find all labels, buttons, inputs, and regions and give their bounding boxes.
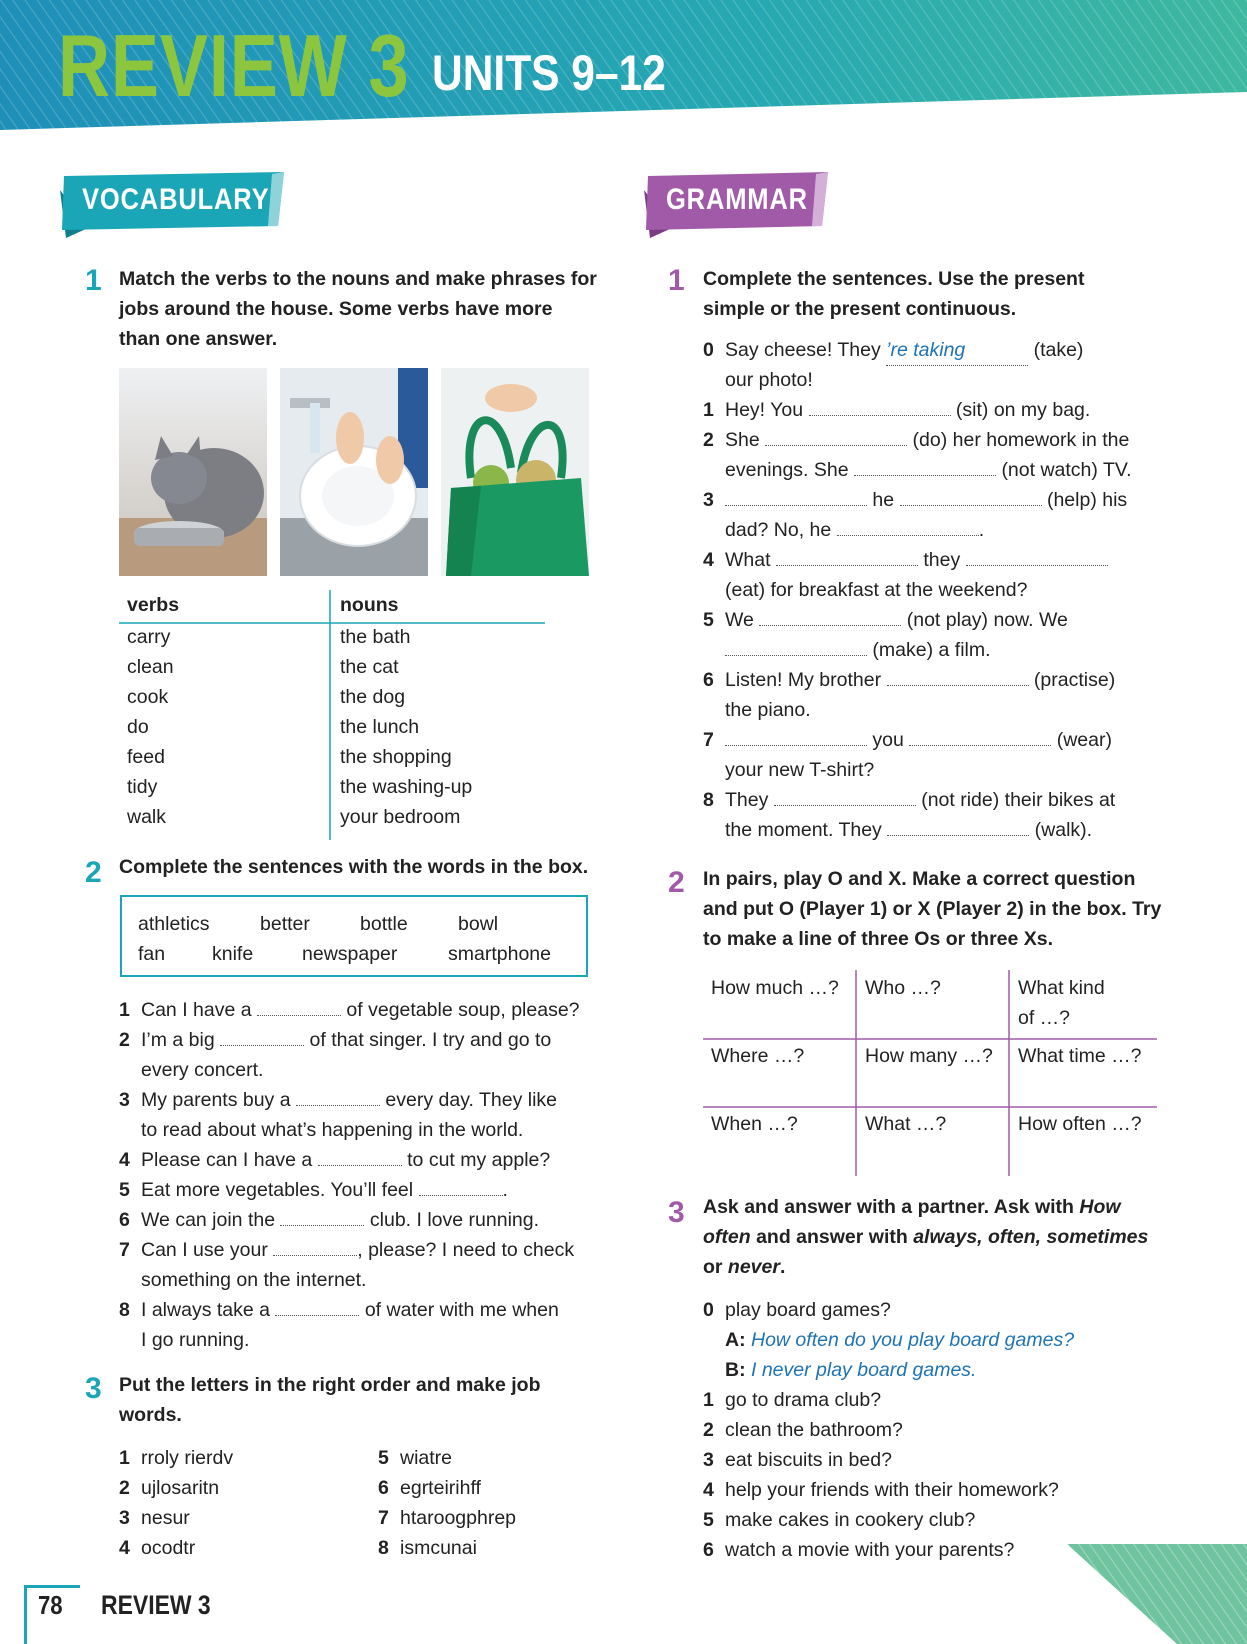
item-number: 7 (703, 729, 714, 751)
answer-blank[interactable] (887, 667, 1029, 686)
grammar-tag (642, 172, 832, 226)
item-text: of water with me when (364, 1299, 559, 1321)
item-number: 2 (119, 1029, 130, 1051)
job-word-item (378, 1533, 477, 1563)
grid-cell[interactable] (1018, 973, 1158, 1033)
item-text: We (725, 609, 754, 631)
item-number: 8 (119, 1299, 130, 1321)
vocabulary-tag (58, 172, 288, 226)
item-text: ocodtr (141, 1537, 196, 1559)
instr-text: Ask and answer with a partner. Ask with (703, 1196, 1080, 1218)
item-text: rroly rierdv (141, 1447, 234, 1469)
example-answer: ’re taking (886, 335, 1028, 366)
item-text: club. I love running. (369, 1209, 540, 1231)
item-number: 6 (378, 1477, 389, 1499)
item-number: 2 (703, 1419, 714, 1441)
box-word: newspaper (302, 943, 398, 965)
item-number: 4 (703, 1479, 714, 1501)
item-text: I’m a big (141, 1029, 215, 1051)
verb-item: walk (127, 806, 167, 828)
noun-item: your bedroom (340, 806, 461, 828)
item-text: I always take a (141, 1299, 270, 1321)
item-number: 1 (703, 399, 714, 421)
item-text: make cakes in cookery club? (725, 1509, 976, 1531)
grammar-ex3-example-a (725, 1325, 1074, 1355)
grammar-ex3-example (703, 1295, 891, 1325)
item-text: go to drama club? (725, 1389, 882, 1411)
vocabulary-tag-label: VOCABULARY (82, 183, 270, 216)
item-text: (not watch) TV. (1001, 459, 1132, 481)
vocab-ex2-item-6 (119, 1205, 539, 1235)
grammar-ex1-item-6-cont: the piano. (725, 699, 811, 721)
item-number: 3 (119, 1089, 130, 1111)
item-text: (sit) on my bag. (955, 399, 1091, 421)
answer-blank[interactable] (220, 1027, 304, 1046)
item-text: egrteirihff (400, 1477, 481, 1499)
verb-item: do (127, 716, 149, 738)
item-number: 4 (119, 1537, 130, 1559)
table-lines (119, 590, 545, 840)
job-word-item (119, 1503, 190, 1533)
grammar-ex1-item-4 (703, 545, 1108, 575)
item-number: 5 (378, 1447, 389, 1469)
grammar-ex1-item-0 (703, 335, 1083, 366)
item-number: 7 (119, 1239, 130, 1261)
job-word-item (119, 1473, 219, 1503)
item-text: (make) a film. (872, 639, 991, 661)
noun-item: the bath (340, 626, 411, 648)
answer-blank[interactable] (776, 547, 918, 566)
box-word: better (260, 913, 310, 935)
item-text: Say cheese! They (725, 339, 881, 361)
vocab-ex2-item-8-cont: I go running. (141, 1329, 250, 1351)
item-text: Can I have a (141, 999, 252, 1021)
grammar-ex3-instruction (703, 1192, 1173, 1282)
item-text: , please? I need to check (357, 1239, 575, 1261)
vocab-ex2-item-7 (119, 1235, 574, 1265)
item-text: to cut my apple? (407, 1149, 551, 1171)
grid-cell[interactable]: How much …? (711, 977, 839, 999)
item-text: Hey! You (725, 399, 804, 421)
instr-text: . (779, 1256, 786, 1278)
item-number: 5 (119, 1179, 130, 1201)
vocab-ex3-number: 3 (85, 1372, 102, 1405)
item-text: play board games? (725, 1299, 891, 1321)
answer-blank[interactable] (280, 1207, 364, 1226)
word-box (120, 895, 588, 977)
grammar-ex3-item (703, 1445, 892, 1475)
item-text: evenings. She (725, 459, 849, 481)
instr-italic: How (1079, 1196, 1121, 1218)
item-text: . (978, 519, 985, 541)
box-word: smartphone (448, 943, 551, 965)
grid-cell[interactable]: Where …? (711, 1045, 805, 1067)
units-title: UNITS 9–12 (432, 45, 666, 101)
item-number: 3 (703, 1449, 714, 1471)
grammar-ex1-item-7-cont: your new T-shirt? (725, 759, 875, 781)
job-word-item (119, 1443, 233, 1473)
item-text: (take) (1033, 339, 1084, 361)
noun-item: the shopping (340, 746, 452, 768)
o-and-x-grid (703, 970, 1157, 1176)
item-text: dad? No, he (725, 519, 832, 541)
answer-blank[interactable] (275, 1297, 359, 1316)
vocab-ex2-item-3 (119, 1085, 557, 1115)
item-number: 0 (703, 339, 714, 361)
job-word-item (378, 1503, 516, 1533)
noun-item: the dog (340, 686, 406, 708)
item-text: Listen! My brother (725, 669, 882, 691)
job-word-item (378, 1443, 452, 1473)
vocab-ex2-item-4 (119, 1145, 550, 1175)
answer-blank[interactable] (837, 517, 979, 536)
grammar-ex3-example-b (725, 1355, 976, 1385)
nouns-header: nouns (340, 594, 399, 616)
item-text: every day. They like (385, 1089, 558, 1111)
example-answer: I never play board games. (751, 1359, 977, 1381)
vocab-ex2-item-7-cont: something on the internet. (141, 1269, 367, 1291)
answer-blank[interactable] (273, 1237, 357, 1256)
grammar-ex1-item-2 (703, 425, 1129, 455)
grammar-ex1-item-1 (703, 395, 1090, 425)
grammar-ex3-item (703, 1535, 1014, 1565)
grammar-ex1-item-3-cont (725, 515, 984, 545)
grammar-ex1-item-0-cont: our photo! (725, 369, 813, 391)
instr-text: or (703, 1256, 728, 1278)
item-text: htaroogphrep (400, 1507, 517, 1529)
job-word-item (378, 1473, 481, 1503)
answer-blank[interactable] (318, 1147, 402, 1166)
vocab-ex2-item-3-cont: to read about what’s happening in the world. (141, 1119, 524, 1141)
grid-cell-line: of …? (1018, 1007, 1071, 1029)
item-number: 8 (378, 1537, 389, 1559)
item-number: 6 (119, 1209, 130, 1231)
vocab-ex3-instruction: Put the letters in the right order and make job words. (119, 1374, 541, 1426)
item-number: 2 (703, 429, 714, 451)
item-number: 2 (119, 1477, 130, 1499)
grid-cell[interactable]: When …? (711, 1113, 798, 1135)
grid-cell-line: What kind (1018, 977, 1105, 999)
item-text: nesur (141, 1507, 190, 1529)
verb-item: carry (127, 626, 171, 648)
grammar-ex1-item-8 (703, 785, 1115, 815)
vocab-ex2-item-1 (119, 995, 580, 1025)
verb-item: tidy (127, 776, 158, 798)
item-number: 8 (703, 789, 714, 811)
item-text: ismcunai (400, 1537, 477, 1559)
grid-cell[interactable]: Who …? (865, 977, 941, 999)
grammar-ex3-item (703, 1415, 903, 1445)
noun-item: the lunch (340, 716, 420, 738)
item-text: eat biscuits in bed? (725, 1449, 892, 1471)
instr-italic: often (703, 1226, 751, 1248)
grammar-ex1-instruction: Complete the sentences. Use the present simple or the present continuous. (703, 268, 1085, 320)
box-word: athletics (138, 913, 210, 935)
item-text: (not ride) their bikes at (921, 789, 1116, 811)
instr-text: and answer with (750, 1226, 914, 1248)
grammar-ex3-item (703, 1475, 1059, 1505)
grammar-ex1-item-5 (703, 605, 1068, 635)
answer-blank[interactable] (966, 547, 1108, 566)
grammar-tag-label: GRAMMAR (666, 183, 808, 216)
answer-blank[interactable] (900, 487, 1042, 506)
item-number: 3 (119, 1507, 130, 1529)
item-number: 1 (119, 1447, 130, 1469)
vocab-ex2-item-2 (119, 1025, 551, 1055)
item-text: (not play) now. We (906, 609, 1068, 631)
grammar-ex2-instruction: In pairs, play O and X. Make a correct question and put O (Player 1) or X (Player 2) in the box. Try to make a line of three Os or three Xs. (703, 868, 1162, 950)
item-text: (do) her homework in the (912, 429, 1130, 451)
answer-blank[interactable] (774, 787, 916, 806)
box-word: bowl (458, 913, 499, 935)
item-text: (wear) (1056, 729, 1112, 751)
item-text: Please can I have a (141, 1149, 313, 1171)
noun-item: the washing-up (340, 776, 473, 798)
grammar-ex1-item-3 (703, 485, 1127, 515)
item-text: ujlosaritn (141, 1477, 220, 1499)
review-title: REVIEW 3 (58, 16, 410, 115)
verb-item: clean (127, 656, 174, 678)
grammar-ex1-item-6 (703, 665, 1115, 695)
item-text: Eat more vegetables. You’ll feel (141, 1179, 414, 1201)
answer-blank[interactable] (759, 607, 901, 626)
vocab-ex2-item-5 (119, 1175, 508, 1205)
grammar-ex1-item-2-cont (725, 455, 1132, 485)
grammar-ex1-item-5-cont (725, 635, 991, 665)
cat-eating-photo (119, 368, 267, 576)
grammar-ex1-item-7 (703, 725, 1112, 755)
grammar-ex3-number: 3 (668, 1196, 685, 1229)
verb-item: feed (127, 746, 165, 768)
item-text: of that singer. I try and go to (309, 1029, 552, 1051)
item-text: watch a movie with your parents? (725, 1539, 1015, 1561)
vocab-ex2-instruction: Complete the sentences with the words in the box. (119, 856, 589, 878)
item-text: They (725, 789, 769, 811)
grammar-ex3-item (703, 1385, 881, 1415)
item-number: 6 (703, 669, 714, 691)
answer-blank[interactable] (725, 637, 867, 656)
grid-cell[interactable]: What time …? (1018, 1045, 1142, 1067)
example-answer: How often do you play board games? (751, 1329, 1075, 1351)
box-word: bottle (360, 913, 408, 935)
item-number: 7 (378, 1507, 389, 1529)
grid-cell[interactable]: How many …? (865, 1045, 993, 1067)
item-text: Can I use your (141, 1239, 268, 1261)
item-text: help your friends with their homework? (725, 1479, 1059, 1501)
item-text: We can join the (141, 1209, 276, 1231)
verbs-header: verbs (127, 594, 180, 616)
box-word: fan (138, 943, 166, 965)
item-text: you (872, 729, 904, 751)
answer-blank[interactable] (887, 817, 1029, 836)
item-number: 1 (119, 999, 130, 1021)
item-number: 3 (703, 489, 714, 511)
item-text: of vegetable soup, please? (346, 999, 580, 1021)
page-number: 78 (38, 1590, 63, 1620)
verb-item: cook (127, 686, 169, 708)
header-banner (0, 0, 1247, 135)
item-text: wiatre (400, 1447, 453, 1469)
item-number: 5 (703, 1509, 714, 1531)
vocab-ex2-number: 2 (85, 856, 102, 889)
item-text: he (872, 489, 895, 511)
item-number: 1 (703, 1389, 714, 1411)
footer-label: REVIEW 3 (101, 1590, 211, 1620)
answer-blank[interactable] (725, 487, 867, 506)
job-word-item (119, 1533, 195, 1563)
grammar-ex1-item-4-cont: (eat) for breakfast at the weekend? (725, 579, 1028, 601)
answer-blank[interactable] (854, 457, 996, 476)
item-number: 4 (119, 1149, 130, 1171)
vocab-ex2-item-8 (119, 1295, 559, 1325)
item-text: (walk). (1034, 819, 1093, 841)
item-number: 0 (703, 1299, 714, 1321)
speaker-label: B: (725, 1359, 746, 1381)
answer-blank[interactable] (909, 727, 1051, 746)
grammar-ex1-number: 1 (668, 264, 685, 297)
item-text: (help) his (1046, 489, 1128, 511)
instr-italic: never (727, 1256, 780, 1278)
grid-cell[interactable]: How often …? (1018, 1113, 1142, 1135)
grammar-ex3-item (703, 1505, 975, 1535)
item-text: What (725, 549, 771, 571)
vocab-ex1-instruction: Match the verbs to the nouns and make phrases for jobs around the house. Some verbs have more than one answer. (119, 268, 597, 350)
answer-blank[interactable] (257, 997, 341, 1016)
item-number: 4 (703, 549, 714, 571)
answer-blank[interactable] (296, 1087, 380, 1106)
answer-blank[interactable] (419, 1177, 503, 1196)
washing-plate-photo (280, 368, 428, 576)
noun-item: the cat (340, 656, 399, 678)
vocab-ex1-number: 1 (85, 264, 102, 297)
item-text: the moment. They (725, 819, 882, 841)
speaker-label: A: (725, 1329, 746, 1351)
item-text: My parents buy a (141, 1089, 291, 1111)
vocab-ex2-item-2-cont: every concert. (141, 1059, 264, 1081)
item-text: they (923, 549, 961, 571)
shopping-bag-photo (441, 368, 589, 576)
answer-blank[interactable] (809, 397, 951, 416)
grammar-ex1-item-8-cont (725, 815, 1092, 845)
item-text: She (725, 429, 760, 451)
answer-blank[interactable] (765, 427, 907, 446)
answer-blank[interactable] (725, 727, 867, 746)
item-text: clean the bathroom? (725, 1419, 903, 1441)
grammar-ex2-number: 2 (668, 866, 685, 899)
item-text: (practise) (1033, 669, 1116, 691)
instr-italic: always, often, sometimes (913, 1226, 1149, 1248)
item-text: . (502, 1179, 508, 1201)
item-number: 5 (703, 609, 714, 631)
box-word: knife (212, 943, 254, 965)
corner-stripes (1067, 1544, 1247, 1644)
item-number: 6 (703, 1539, 714, 1561)
grid-cell[interactable]: What …? (865, 1113, 947, 1135)
